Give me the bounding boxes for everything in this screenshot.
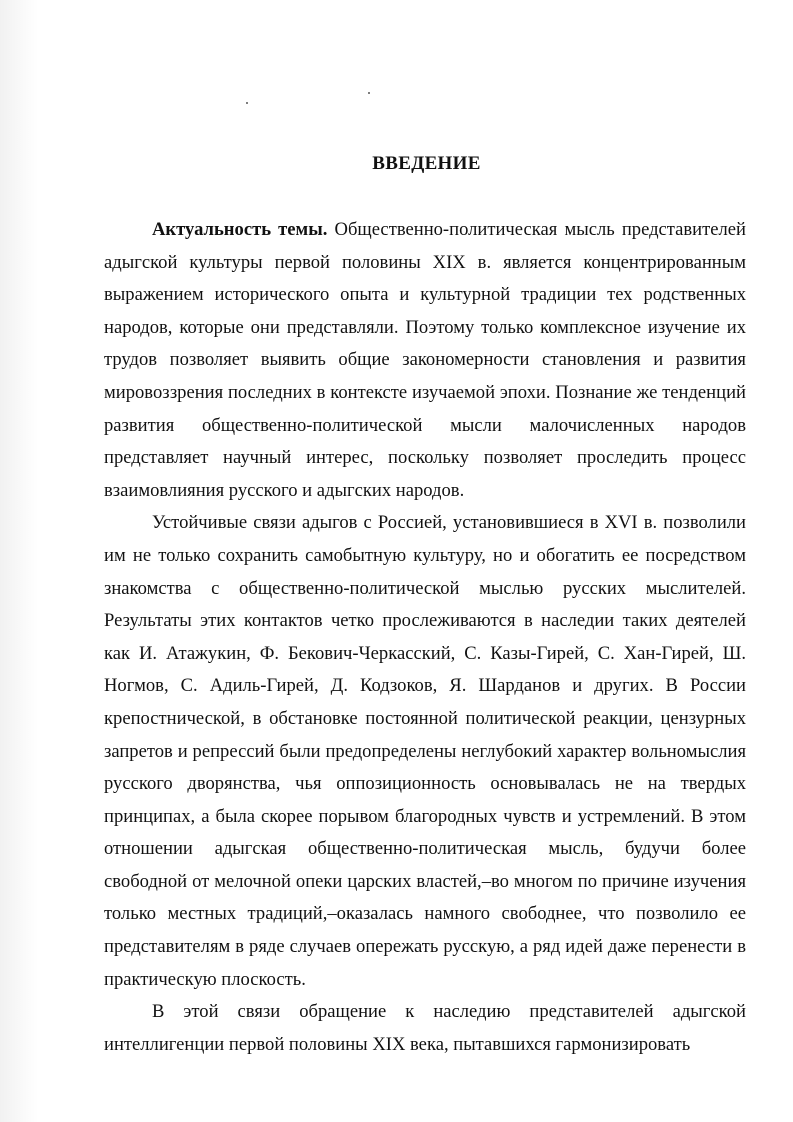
paragraph-2	[104, 507, 746, 996]
scan-speck	[246, 102, 248, 104]
paragraph-2-text: Устойчивые связи адыгов с Россией, установившиеся в XVI в. позволили им не только сохранить самобытную культуру, но и обогатить ее посредством знакомства с общественно-политической мыслью русских мыслителей. Результаты этих контактов четко прослеживаются в наследии таких деятелей как И. Атажукин, Ф. Бекович-Черкасский, С. Казы-Гирей, С. Хан-Гирей, Ш. Ногмов, С. Адиль-Гирей, Д. Кодзоков, Я. Шарданов и других. В России крепостнической, в обстановке постоянной политической реакции, цензурных запретов и репрессий были предопределены неглубокий характер вольномыслия русского дворянства, чья оппозиционность основывалась не на твердых принципах, а была скорее порывом благородных чувств и устремлений. В этом отношении адыгская общественно-политическая мысль, будучи более свободной от мелочной опеки царских властей,–во многом по причине изучения только местных традиций,–оказалась намного свободнее, что позволило ее представителям в ряде случаев опережать русскую, а ряд идей даже перенести в практическую плоскость.	[104, 512, 746, 990]
paragraph-1-text: Общественно-политическая мысль представителей адыгской культуры первой половины XIX в. является концентрированным выражением исторического опыта и культурной традиции тех родственных народов, которые они представляли. Поэтому только комплексное изучение их трудов позволяет выявить общие закономерности становления и развития мировоззрения последних в контексте изучаемой эпохи. Познание же тенденций развития общественно-политической мысли малочисленных народов представляет научный интерес, поскольку позволяет проследить процесс взаимовлияния русского и адыгских народов.	[104, 219, 746, 501]
paragraph-3	[104, 996, 746, 1061]
paragraph-1	[104, 214, 746, 507]
scan-speck	[368, 92, 370, 94]
paragraph-3-text: В этой связи обращение к наследию представителей адыгской интеллигенции первой половины XIX века, пытавшихся гармонизировать	[104, 1001, 746, 1055]
document-body	[104, 214, 746, 1061]
paragraph-1-lead: Актуальность темы.	[152, 219, 328, 240]
page-title: ВВЕДЕНИЕ	[372, 153, 481, 174]
